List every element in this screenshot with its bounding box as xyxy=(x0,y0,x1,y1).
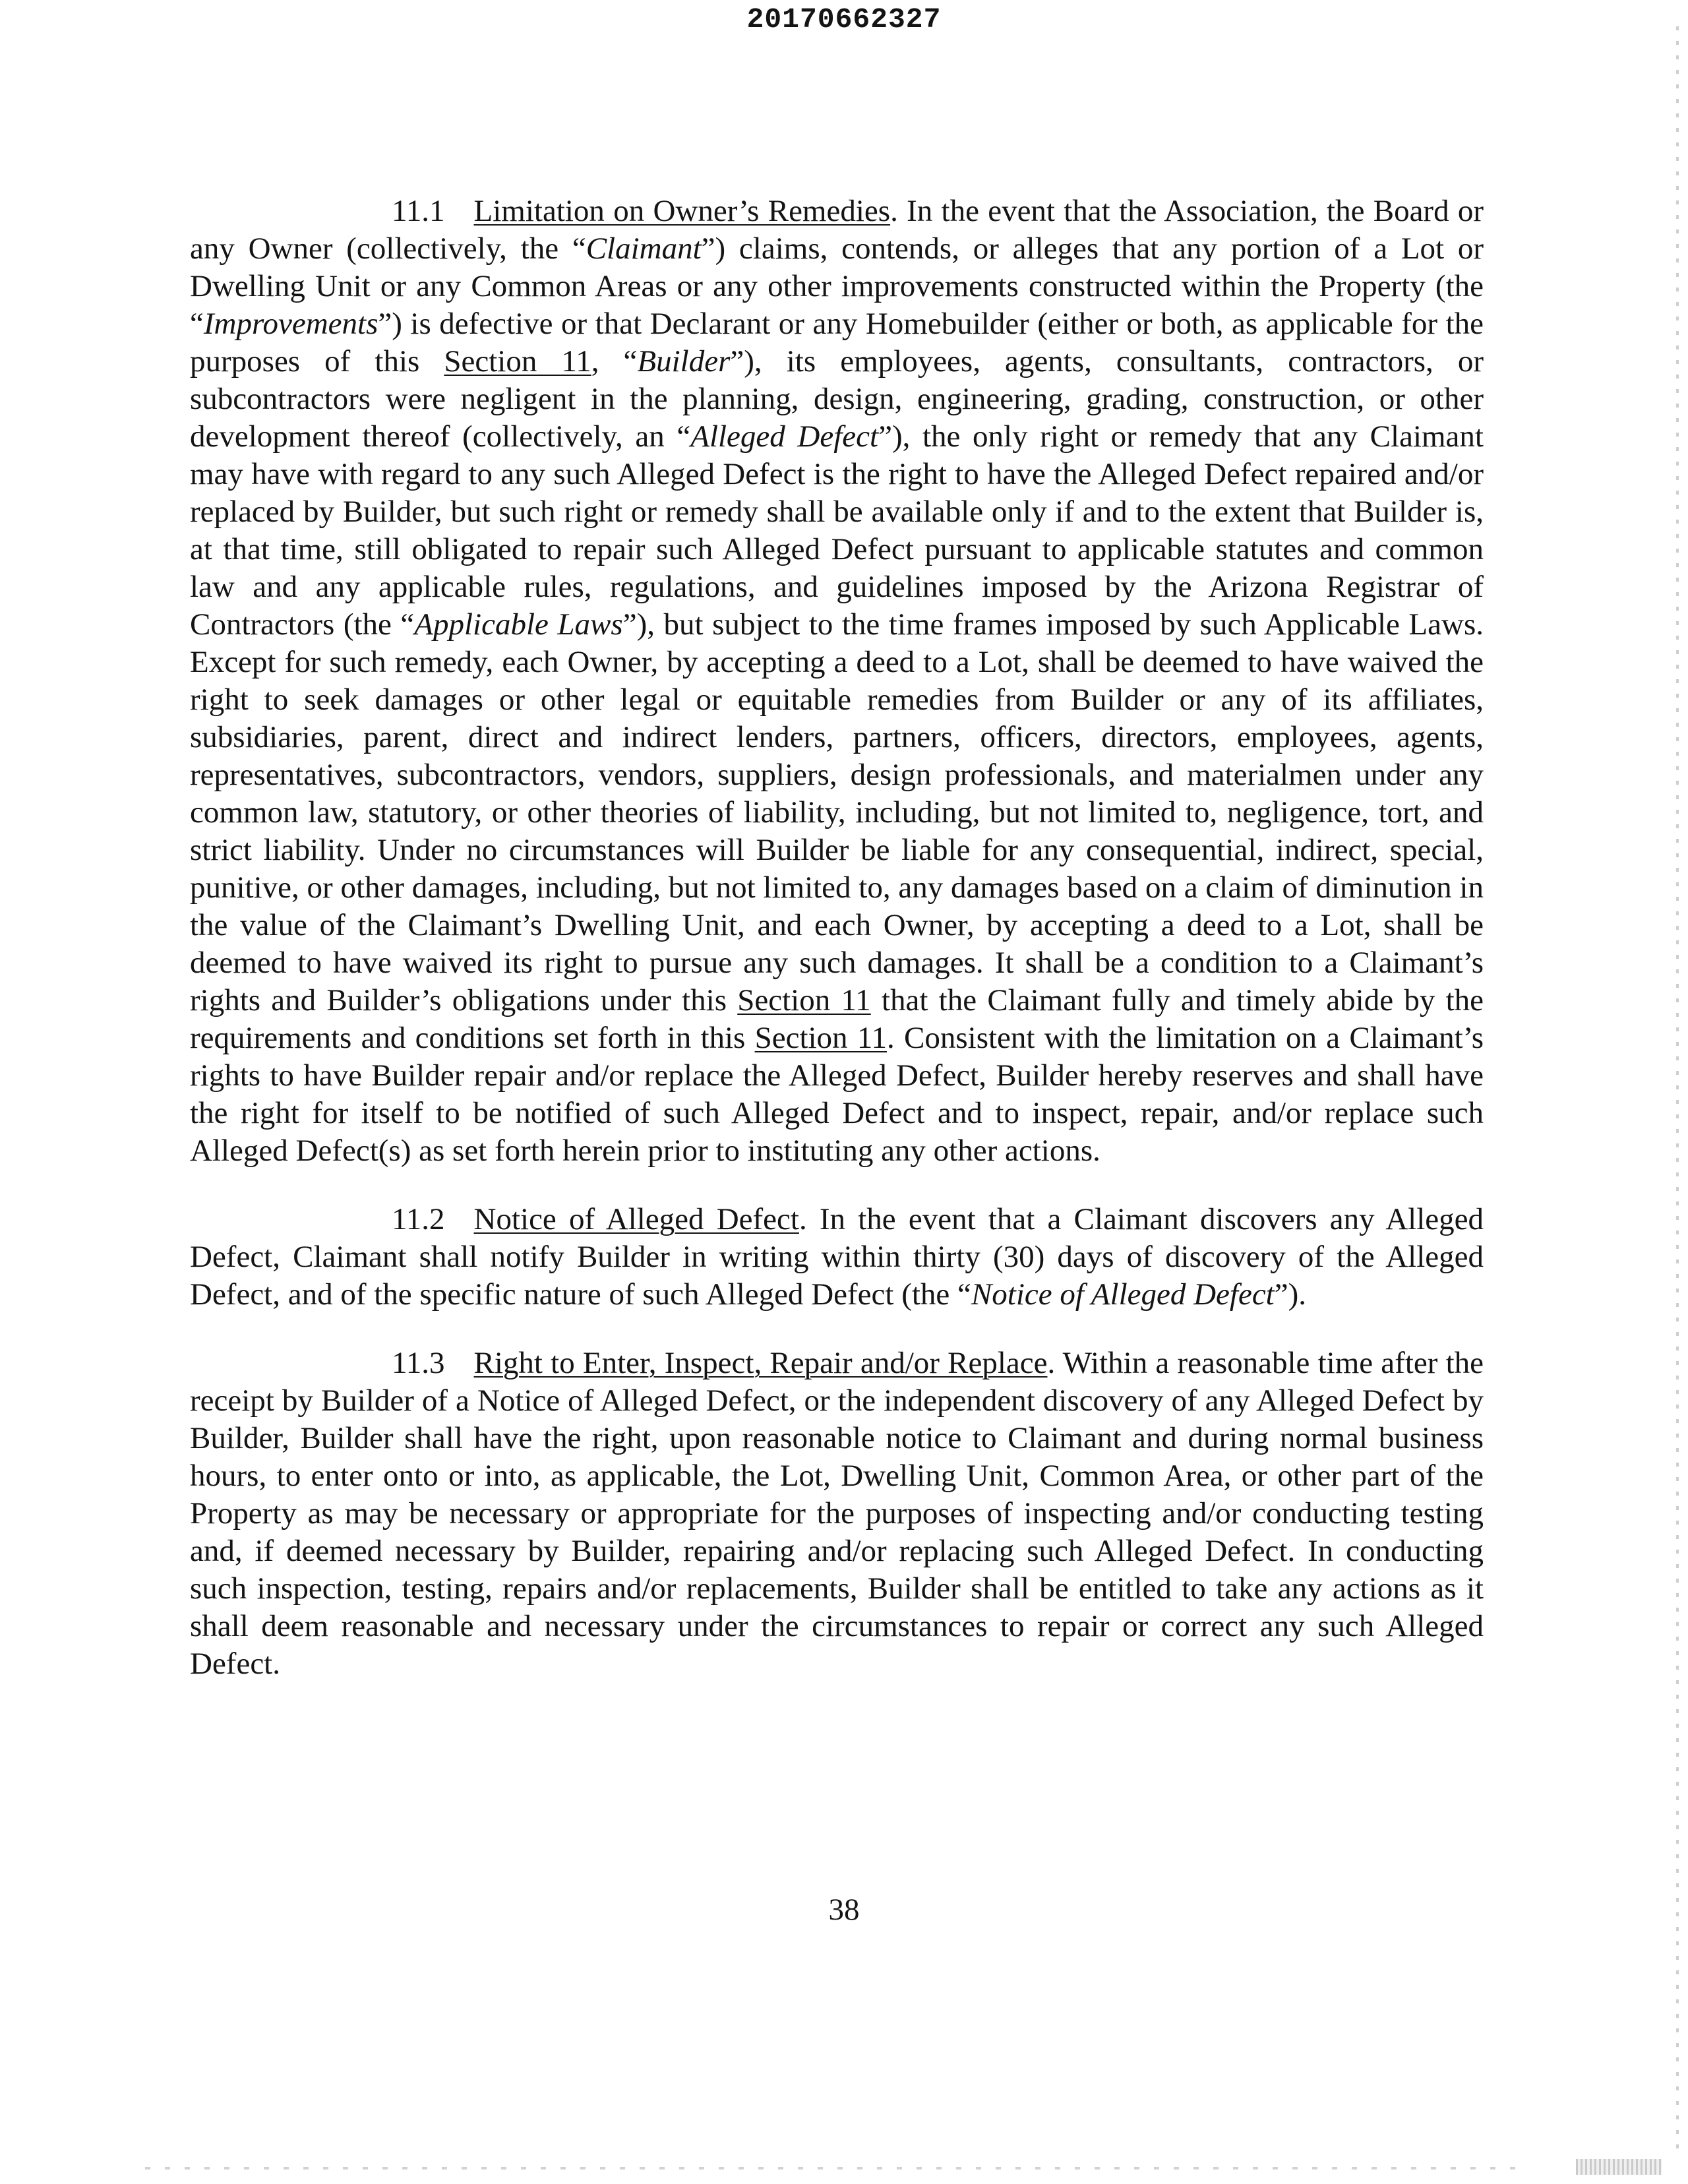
section-reference: Section 11 xyxy=(444,344,591,379)
section-text: ”), its employees, agents, consultants, contractors, or subcontractors were negligent in the planning, design, engineering, grading, construction, or other development thereof (collectively, an “ xyxy=(190,344,1484,454)
section-text: that the Claimant fully and timely abide by the requirements and conditions set forth in this xyxy=(190,983,1484,1055)
section-text: . In the event that a Claimant discovers any Alleged Defect, Claimant shall notify Builder in writing within thirty (30) days of discovery of the Alleged Defect, and of the specific nature of such Alleged Defect (the “ xyxy=(190,1202,1484,1312)
section-text: ”) claims, contends, or alleges that any portion of a Lot or Dwelling Unit or any Common Areas or any other improvements constructed within the Property (the “ xyxy=(190,231,1484,341)
defined-term: Improvements xyxy=(203,307,378,341)
section-text: . Consistent with the limitation on a Claimant’s rights to have Builder repair and/or replace the Alleged Defect, Builder hereby reserves and shall have the right for itself to be notified of such Alleged Defect and to inspect, repair, and/or replace such Alleged Defect(s) as set forth herein prior to instituting any other actions. xyxy=(190,1021,1484,1168)
defined-term: Applicable Laws xyxy=(414,607,623,642)
recording-number: 20170662327 xyxy=(746,3,942,36)
defined-term: Claimant xyxy=(586,231,702,266)
defined-term: Alleged Defect xyxy=(690,419,879,454)
section-reference: Section 11 xyxy=(737,983,871,1017)
section-number: 11.3 xyxy=(392,1346,445,1380)
section-text: ”), but subject to the time frames imposed by such Applicable Laws. Except for such remedy, each Owner, by accepting a deed to a Lot, shall be deemed to have waived the right to seek damages or other legal or equitable remedies from Builder or any of its affiliates, subsidiaries, parent, direct and indirect lenders, partners, officers, directors, employees, agents, representatives, subcontractors, vendors, suppliers, design professionals, and materialmen under any common law, statutory, or other theories of liability, including, but not limited to, negligence, tort, and strict liability. Under no circumstances will Builder be liable for any consequential, indirect, special, punitive, or other damages, including, but not limited to, any damages based on a claim of diminution in the value of the Claimant’s Dwelling Unit, and each Owner, by accepting a deed to a Lot, shall be deemed to have waived its right to pursue any such damages. It shall be a condition to a Claimant’s rights and Builder’s obligations under this xyxy=(190,607,1484,1017)
page-number: 38 xyxy=(828,1893,860,1927)
document-body xyxy=(190,193,1484,1683)
section-reference: Section 11 xyxy=(754,1021,888,1055)
scan-edge-bottom xyxy=(145,2167,1530,2169)
section-text: ”), the only right or remedy that any Claimant may have with regard to any such Alleged Defect is the right to have the Alleged Defect repaired and/or replaced by Builder, but such right or remedy shall be available only if and to the extent that Builder is, at that time, still obligated to repair such Alleged Defect pursuant to applicable statutes and common law and any applicable rules, regulations, and guidelines imposed by the Arizona Registrar of Contractors (the “ xyxy=(190,419,1484,642)
section-text: . In the event that the Association, the Board or any Owner (collectively, the “ xyxy=(190,194,1484,266)
section-heading: Limitation on Owner’s Remedies xyxy=(473,194,891,228)
section-text: ”). xyxy=(1274,1277,1307,1312)
defined-term: Notice of Alleged Defect xyxy=(971,1277,1275,1312)
section-number: 11.1 xyxy=(392,194,445,228)
scan-artifact xyxy=(1576,2159,1662,2175)
section-heading: Notice of Alleged Defect xyxy=(473,1202,799,1236)
scan-edge-right xyxy=(1676,26,1679,2150)
section-11-3 xyxy=(190,1345,1484,1683)
section-text: , “ xyxy=(591,344,638,379)
section-11-1 xyxy=(190,193,1484,1170)
defined-term: Builder xyxy=(637,344,731,379)
section-text: . Within a reasonable time after the receipt by Builder of a Notice of Alleged Defect, or the independent discovery of any Alleged Defect by Builder, Builder shall have the right, upon reasonable notice to Claimant and during normal business hours, to enter onto or into, as applicable, the Lot, Dwelling Unit, Common Area, or other part of the Property as may be necessary or appropriate for the purposes of inspecting and/or conducting testing and, if deemed necessary by Builder, repairing and/or replacing such Alleged Defect. In conducting such inspection, testing, repairs and/or replacements, Builder shall be entitled to take any actions as it shall deem reasonable and necessary under the circumstances to repair or correct any such Alleged Defect. xyxy=(190,1346,1484,1681)
section-heading: Right to Enter, Inspect, Repair and/or Replace xyxy=(473,1346,1048,1380)
section-text: ”) is defective or that Declarant or any Homebuilder (either or both, as applicable for the purposes of this xyxy=(190,307,1484,379)
section-number: 11.2 xyxy=(392,1202,445,1236)
section-11-2 xyxy=(190,1201,1484,1314)
